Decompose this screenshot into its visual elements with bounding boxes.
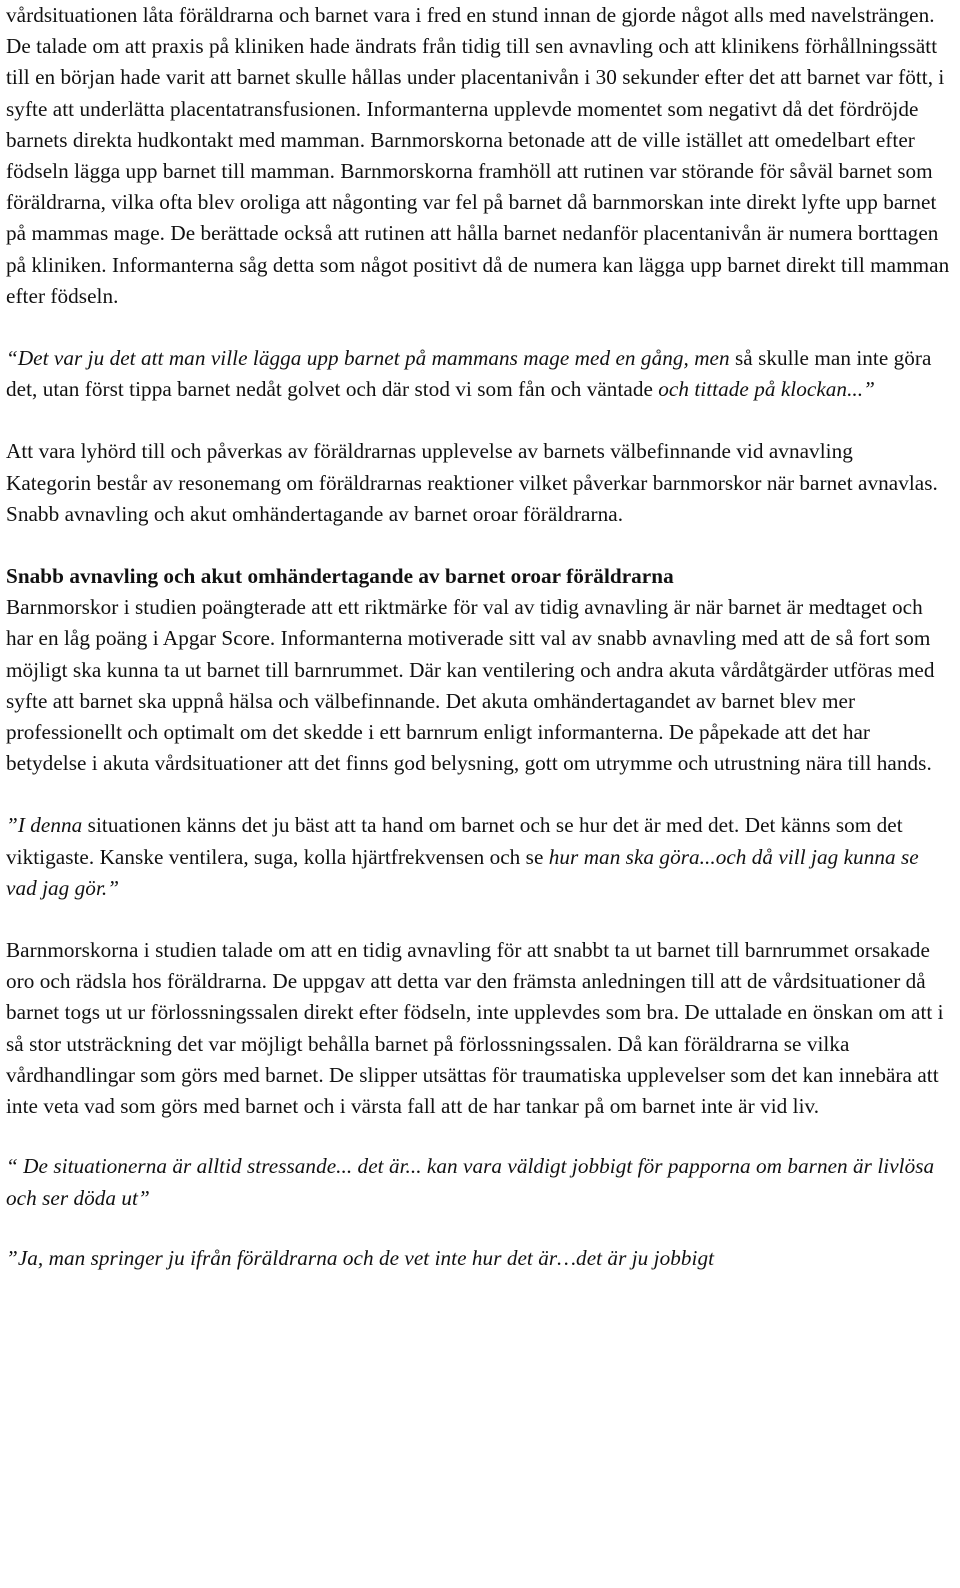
interview-quote-4 [6,1243,951,1274]
body-paragraph-1: vårdsituationen låta föräldrarna och barnet vara i fred en stund innan de gjorde något alls med navelsträngen. De talade om att praxis på kliniken hade ändrats från tidig till sen avnavling och att klinikens förhållningssätt till en början hade varit att barnet skulle hållas under placentanivån i 30 sekunder efter det att barnet var fött, i syfte att underlätta placentatransfusionen. Informanterna upplevde momentet som negativt då det fördröjde barnets direkta hudkontakt med mamman. Barnmorskorna betonade att de ville istället att omedelbart efter födseln lägga upp barnet till mamman. Barnmorskorna framhöll att rutinen var störande för såväl barnet som föräldrarna, vilka ofta blev oroliga att någonting var fel på barnet då barnmorskan inte direkt lyfte upp barnet på mammas mage. De berättade också att rutinen att hålla barnet nedanför placentanivån är numera borttagen på kliniken. Informanterna såg detta som något positivt då de numera kan lägga upp barnet direkt till mamman efter födseln. [6,3,950,308]
interview-quote-1 [6,343,951,405]
quote-1-part-a: “Det var ju det att man ville lägga upp barnet på mammans mage med en gång, men [6,346,735,371]
quote-1-part-c: och tittade på klockan...” [658,377,875,402]
interview-quote-2 [6,810,951,904]
document-page [6,0,951,1274]
category-description: Kategorin består av resonemang om föräldrarnas reaktioner vilket påverkar barnmorskor när barnet avnavlas. Snabb avnavling och akut omhändertagande av barnet oroar föräldrarna. [6,470,938,526]
quote-3-text: “ De situationerna är alltid stressande... det är... kan vara väldigt jobbigt för papporna om barnen är livlösa och ser döda ut” [6,1154,935,1210]
quote-4-text: ”Ja, man springer ju ifrån föräldrarna och de vet inte hur det är…det är ju jobbigt [6,1245,715,1270]
body-paragraph-4: Barnmorskorna i studien talade om att en tidig avnavling för att snabbt ta ut barnet till barnrummet orsakade oro och rädsla hos föräldrarna. De uppgav att detta var den främsta anledningen till att de vårdsituationer då barnet togs ut ur förlossningssalen direkt efter födseln, inte upplevdes som bra. De uttalade en önskan om att i så stor utsträckning det var möjligt behålla barnet på förlossningssalen. Då kan föräldrarna se vilka vårdhandlingar som görs med barnet. De slipper utsättas för traumatiska upplevelser som det kan innebära att inte veta vad som görs med barnet och i värsta fall att de har tankar på om barnet inte är vid liv. [6,938,944,1119]
quote-1-part-b: så skulle man inte göra det, utan först tippa barnet nedåt golvet och där stod vi som fån och väntade [6,346,932,402]
quote-2-part-c: hur man ska göra...och då vill jag kunna se vad jag gör.” [6,844,919,900]
category-title: Att vara lyhörd till och påverkas av föräldrarnas upplevelse av barnets välbefinnande vid avnavling [6,439,853,464]
quote-2-part-a: ”I denna [6,813,83,838]
section-block [6,561,951,779]
quote-2-part-b: situationen känns det ju bäst att ta hand om barnet och se hur det är med det. Det känns som det viktigaste. Kanske ventilera, suga, kolla hjärtfrekvensen och se [6,813,903,869]
body-paragraph-3: Barnmorskor i studien poängterade att ett riktmärke för val av tidig avnavling är när barnet är medtaget och har en låg poäng i Apgar Score. Informanterna motiverade sitt val av snabb avnavling med att de så fort som möjligt ska kunna ta ut barnet till barnrummet. Där kan ventilering och andra akuta vårdåtgärder utföras med syfte att barnet ska uppnå hälsa och välbefinnande. Det akuta omhändertagandet av barnet blev mer professionellt och optimalt om det skedde i ett barnrum enligt informanterna. De påpekade att det har betydelse i akuta vårdsituationer att det finns god belysning, gott om utrymme och utrustning nära till hands. [6,595,935,776]
section-heading: Snabb avnavling och akut omhändertagande av barnet oroar föräldrarna [6,564,674,589]
interview-quote-3 [6,1151,951,1213]
category-block [6,436,951,530]
